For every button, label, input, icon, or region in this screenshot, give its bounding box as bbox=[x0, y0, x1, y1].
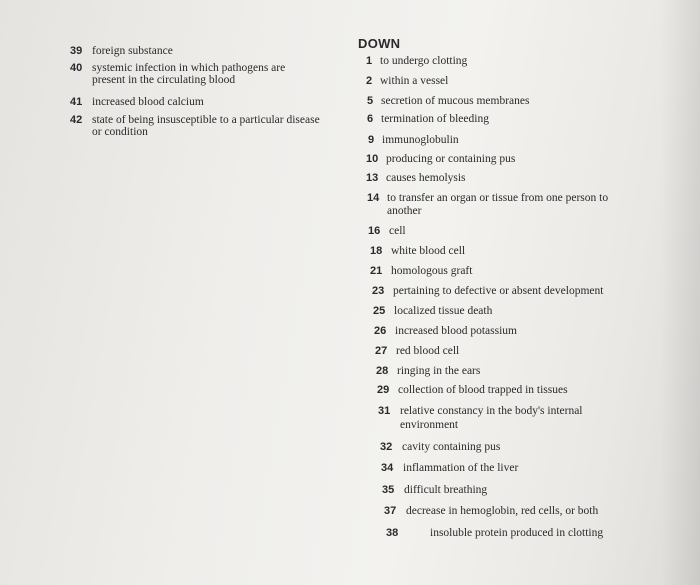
down-clue-32 bbox=[380, 441, 640, 455]
clue-number: 9 bbox=[368, 134, 375, 146]
clue-text: causes hemolysis bbox=[386, 172, 466, 184]
down-clue-14 bbox=[367, 192, 627, 220]
down-clue-38 bbox=[386, 527, 646, 541]
clue-text: increased blood calcium bbox=[92, 96, 204, 108]
down-clue-18 bbox=[370, 245, 630, 259]
clue-text: termination of bleeding bbox=[381, 113, 489, 125]
clue-text: decrease in hemoglobin, red cells, or both bbox=[406, 505, 599, 517]
clue-text: to transfer an organ or tissue from one person to bbox=[387, 192, 609, 204]
clue-text: systemic infection in which pathogens are bbox=[92, 62, 286, 74]
clue-text: pertaining to defective or absent development bbox=[393, 285, 604, 297]
clue-number: 10 bbox=[366, 153, 379, 165]
down-clue-25 bbox=[373, 305, 633, 319]
clue-number: 29 bbox=[377, 384, 390, 396]
clue-number: 28 bbox=[376, 365, 389, 377]
down-clue-21 bbox=[370, 265, 630, 279]
clue-text: secretion of mucous membranes bbox=[381, 95, 530, 107]
clue-number: 2 bbox=[366, 75, 373, 87]
down-clue-10 bbox=[366, 153, 626, 167]
down-clue-5 bbox=[367, 95, 627, 109]
clue-number: 41 bbox=[70, 96, 83, 108]
clue-number: 16 bbox=[368, 225, 381, 237]
down-clue-9 bbox=[368, 134, 628, 148]
clue-number: 32 bbox=[380, 441, 393, 453]
clue-number: 39 bbox=[70, 45, 83, 57]
clue-number: 26 bbox=[374, 325, 387, 337]
down-clue-1 bbox=[366, 55, 626, 69]
clue-text: insoluble protein produced in clotting bbox=[430, 527, 604, 539]
down-clue-29 bbox=[377, 384, 637, 398]
down-clue-37 bbox=[384, 505, 644, 519]
across-clue-40 bbox=[70, 62, 330, 90]
clue-text-continued: present in the circulating blood bbox=[92, 74, 236, 86]
down-clue-27 bbox=[375, 345, 635, 359]
clue-number: 35 bbox=[382, 484, 395, 496]
across-clue-41 bbox=[70, 96, 320, 110]
clue-number: 14 bbox=[367, 192, 380, 204]
clue-text: to undergo clotting bbox=[380, 55, 468, 67]
down-clue-34 bbox=[381, 462, 641, 476]
clue-number: 25 bbox=[373, 305, 386, 317]
clue-text: producing or containing pus bbox=[386, 153, 516, 165]
clue-text: immunoglobulin bbox=[382, 134, 459, 146]
clue-number: 27 bbox=[375, 345, 388, 357]
down-clue-35 bbox=[382, 484, 642, 498]
clue-number: 42 bbox=[70, 114, 83, 126]
across-clue-42 bbox=[70, 114, 340, 142]
clue-text: localized tissue death bbox=[394, 305, 493, 317]
page-edge-shadow bbox=[660, 0, 700, 585]
down-clue-13 bbox=[366, 172, 626, 186]
clue-number: 21 bbox=[370, 265, 383, 277]
clue-text: ringing in the ears bbox=[397, 365, 481, 377]
clue-number: 40 bbox=[70, 62, 83, 74]
clue-number: 34 bbox=[381, 462, 394, 474]
down-clue-6 bbox=[367, 113, 627, 127]
down-clue-28 bbox=[376, 365, 636, 379]
clue-text: cavity containing pus bbox=[402, 441, 501, 453]
clue-text: relative constancy in the body's internal bbox=[400, 405, 583, 417]
clue-number: 23 bbox=[372, 285, 385, 297]
clue-text: homologous graft bbox=[391, 265, 473, 277]
clue-number: 18 bbox=[370, 245, 383, 257]
clue-text-continued: environment bbox=[400, 419, 459, 431]
clue-text-continued: or condition bbox=[92, 126, 148, 138]
down-clue-23 bbox=[372, 285, 632, 299]
down-clue-26 bbox=[374, 325, 634, 339]
clue-text: foreign substance bbox=[92, 45, 173, 57]
clue-text-continued: another bbox=[387, 205, 422, 217]
clue-text: difficult breathing bbox=[404, 484, 488, 496]
clue-text: red blood cell bbox=[396, 345, 460, 357]
down-heading: DOWN bbox=[358, 36, 401, 51]
clue-number: 5 bbox=[367, 95, 374, 107]
down-clue-16 bbox=[368, 225, 628, 239]
clue-text: collection of blood trapped in tissues bbox=[398, 384, 568, 396]
clue-text: increased blood potassium bbox=[395, 325, 518, 337]
down-clue-2 bbox=[366, 75, 626, 89]
clue-number: 1 bbox=[366, 55, 373, 67]
clue-number: 6 bbox=[367, 113, 374, 125]
clue-text: white blood cell bbox=[391, 245, 466, 257]
clue-text: within a vessel bbox=[380, 75, 449, 87]
clue-number: 31 bbox=[378, 405, 391, 417]
clue-text: state of being insusceptible to a particular disease bbox=[92, 114, 320, 126]
down-clue-31 bbox=[378, 405, 638, 433]
clue-text: cell bbox=[389, 225, 406, 237]
clue-number: 38 bbox=[386, 527, 399, 539]
across-clue-39 bbox=[70, 45, 320, 59]
clue-number: 37 bbox=[384, 505, 397, 517]
clue-number: 13 bbox=[366, 172, 379, 184]
clue-text: inflammation of the liver bbox=[403, 462, 519, 474]
